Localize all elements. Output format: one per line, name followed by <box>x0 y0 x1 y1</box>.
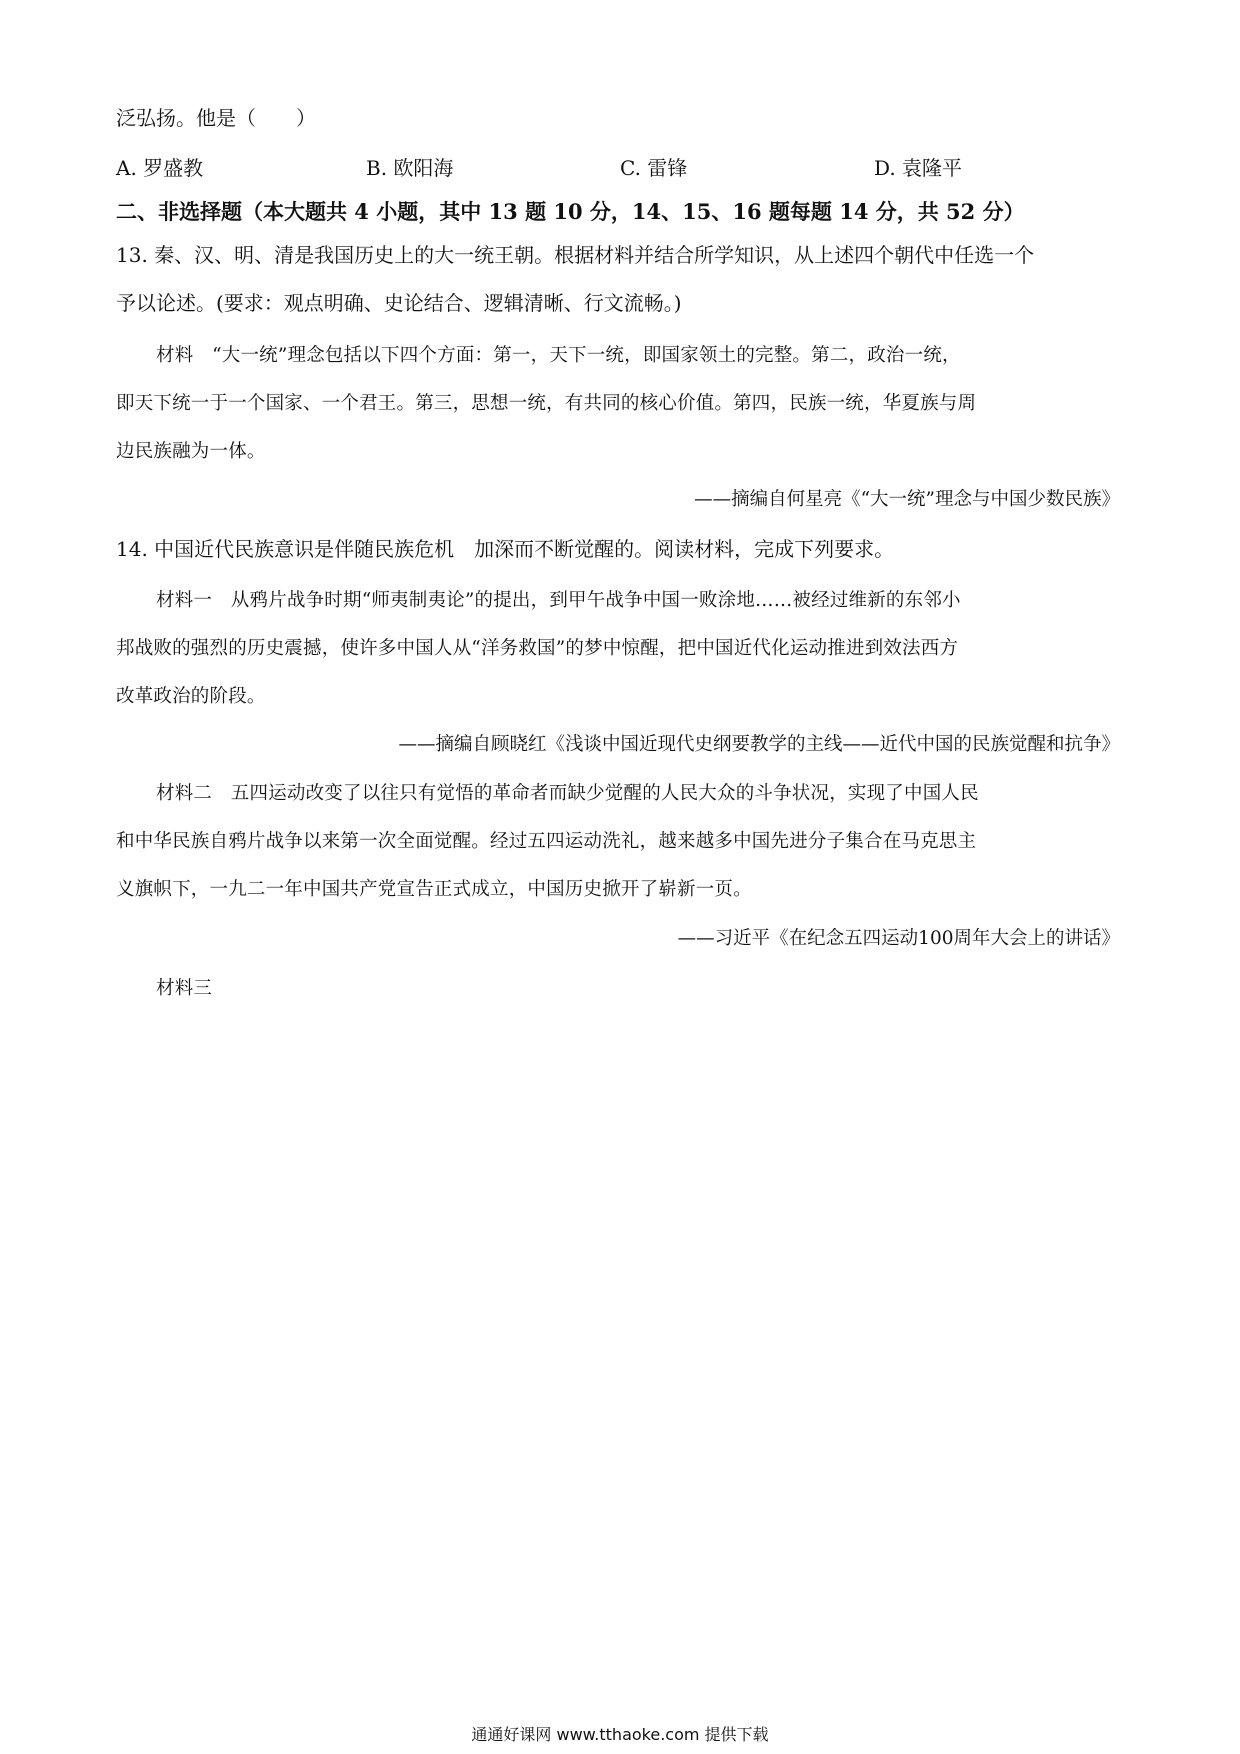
q14-material1-line-2: 邦战败的强烈的历史震撼，使许多中国人从“洋务救国”的梦中惊醒，把中国近代化运动推进到效法西方 <box>116 638 959 659</box>
q14-material2-line-3: 义旗帜下，一九二一年中国共产党宣告正式成立，中国历史掀开了崭新一页。 <box>116 879 752 900</box>
q14-material2-line-1: 材料二 五四运动改变了以往只有觉悟的革命者而缺少觉醒的人民大众的斗争状况，实现了中国人民 <box>156 783 979 804</box>
page-footer: 通通好课网 www.tthaoke.com 提供下载 <box>471 1725 769 1744</box>
section-heading: 二、非选择题（本大题共 4 小题，其中 13 题 10 分，14、15、16 题每题 14 分，共 52 分） <box>116 199 1025 224</box>
q14-material1-line-1: 材料一 从鸦片战争时期“师夷制夷论”的提出，到甲午战争中国一败涂地……被经过维新的东邻小 <box>156 590 961 611</box>
question-stem-fragment: 泛弘扬。他是（ ） <box>116 106 316 130</box>
q13-stem-line-1: 13. 秦、汉、明、清是我国历史上的大一统王朝。根据材料并结合所学知识，从上述四个朝代中任选一个 <box>116 243 1035 267</box>
option-a: A. 罗盛教 <box>116 156 204 180</box>
q14-material1-line-3: 改革政治的阶段。 <box>116 686 266 707</box>
q14-material2-line-2: 和中华民族自鸦片战争以来第一次全面觉醒。经过五四运动洗礼，越来越多中国先进分子集合在马克思主 <box>116 831 977 852</box>
q13-material-line-2: 即天下统一于一个国家、一个君王。第三，思想一统，有共同的核心价值。第四，民族一统，华夏族与周 <box>116 393 977 414</box>
q13-material-line-3: 边民族融为一体。 <box>116 441 266 462</box>
q14-source2: ——习近平《在纪念五四运动100周年大会上的讲话》 <box>677 928 1120 949</box>
q14-source1: ——摘编自顾晓红《浅谈中国近现代史纲要教学的主线——近代中国的民族觉醒和抗争》 <box>398 734 1120 755</box>
q13-material-line-1: 材料 “大一统”理念包括以下四个方面：第一，天下一统，即国家领土的完整。第二，政治一统， <box>156 345 961 366</box>
q14-stem: 14. 中国近代民族意识是伴随民族危机 加深而不断觉醒的。阅读材料，完成下列要求。 <box>116 537 895 561</box>
option-b: B. 欧阳海 <box>366 156 454 180</box>
option-c: C. 雷锋 <box>620 156 688 180</box>
option-d: D. 袁隆平 <box>874 156 963 180</box>
q14-material3-label: 材料三 <box>156 978 213 999</box>
q13-stem-line-2: 予以论述。(要求：观点明确、史论结合、逻辑清晰、行文流畅。) <box>116 291 682 315</box>
q13-source: ——摘编自何星亮《“大一统”理念与中国少数民族》 <box>694 489 1120 510</box>
